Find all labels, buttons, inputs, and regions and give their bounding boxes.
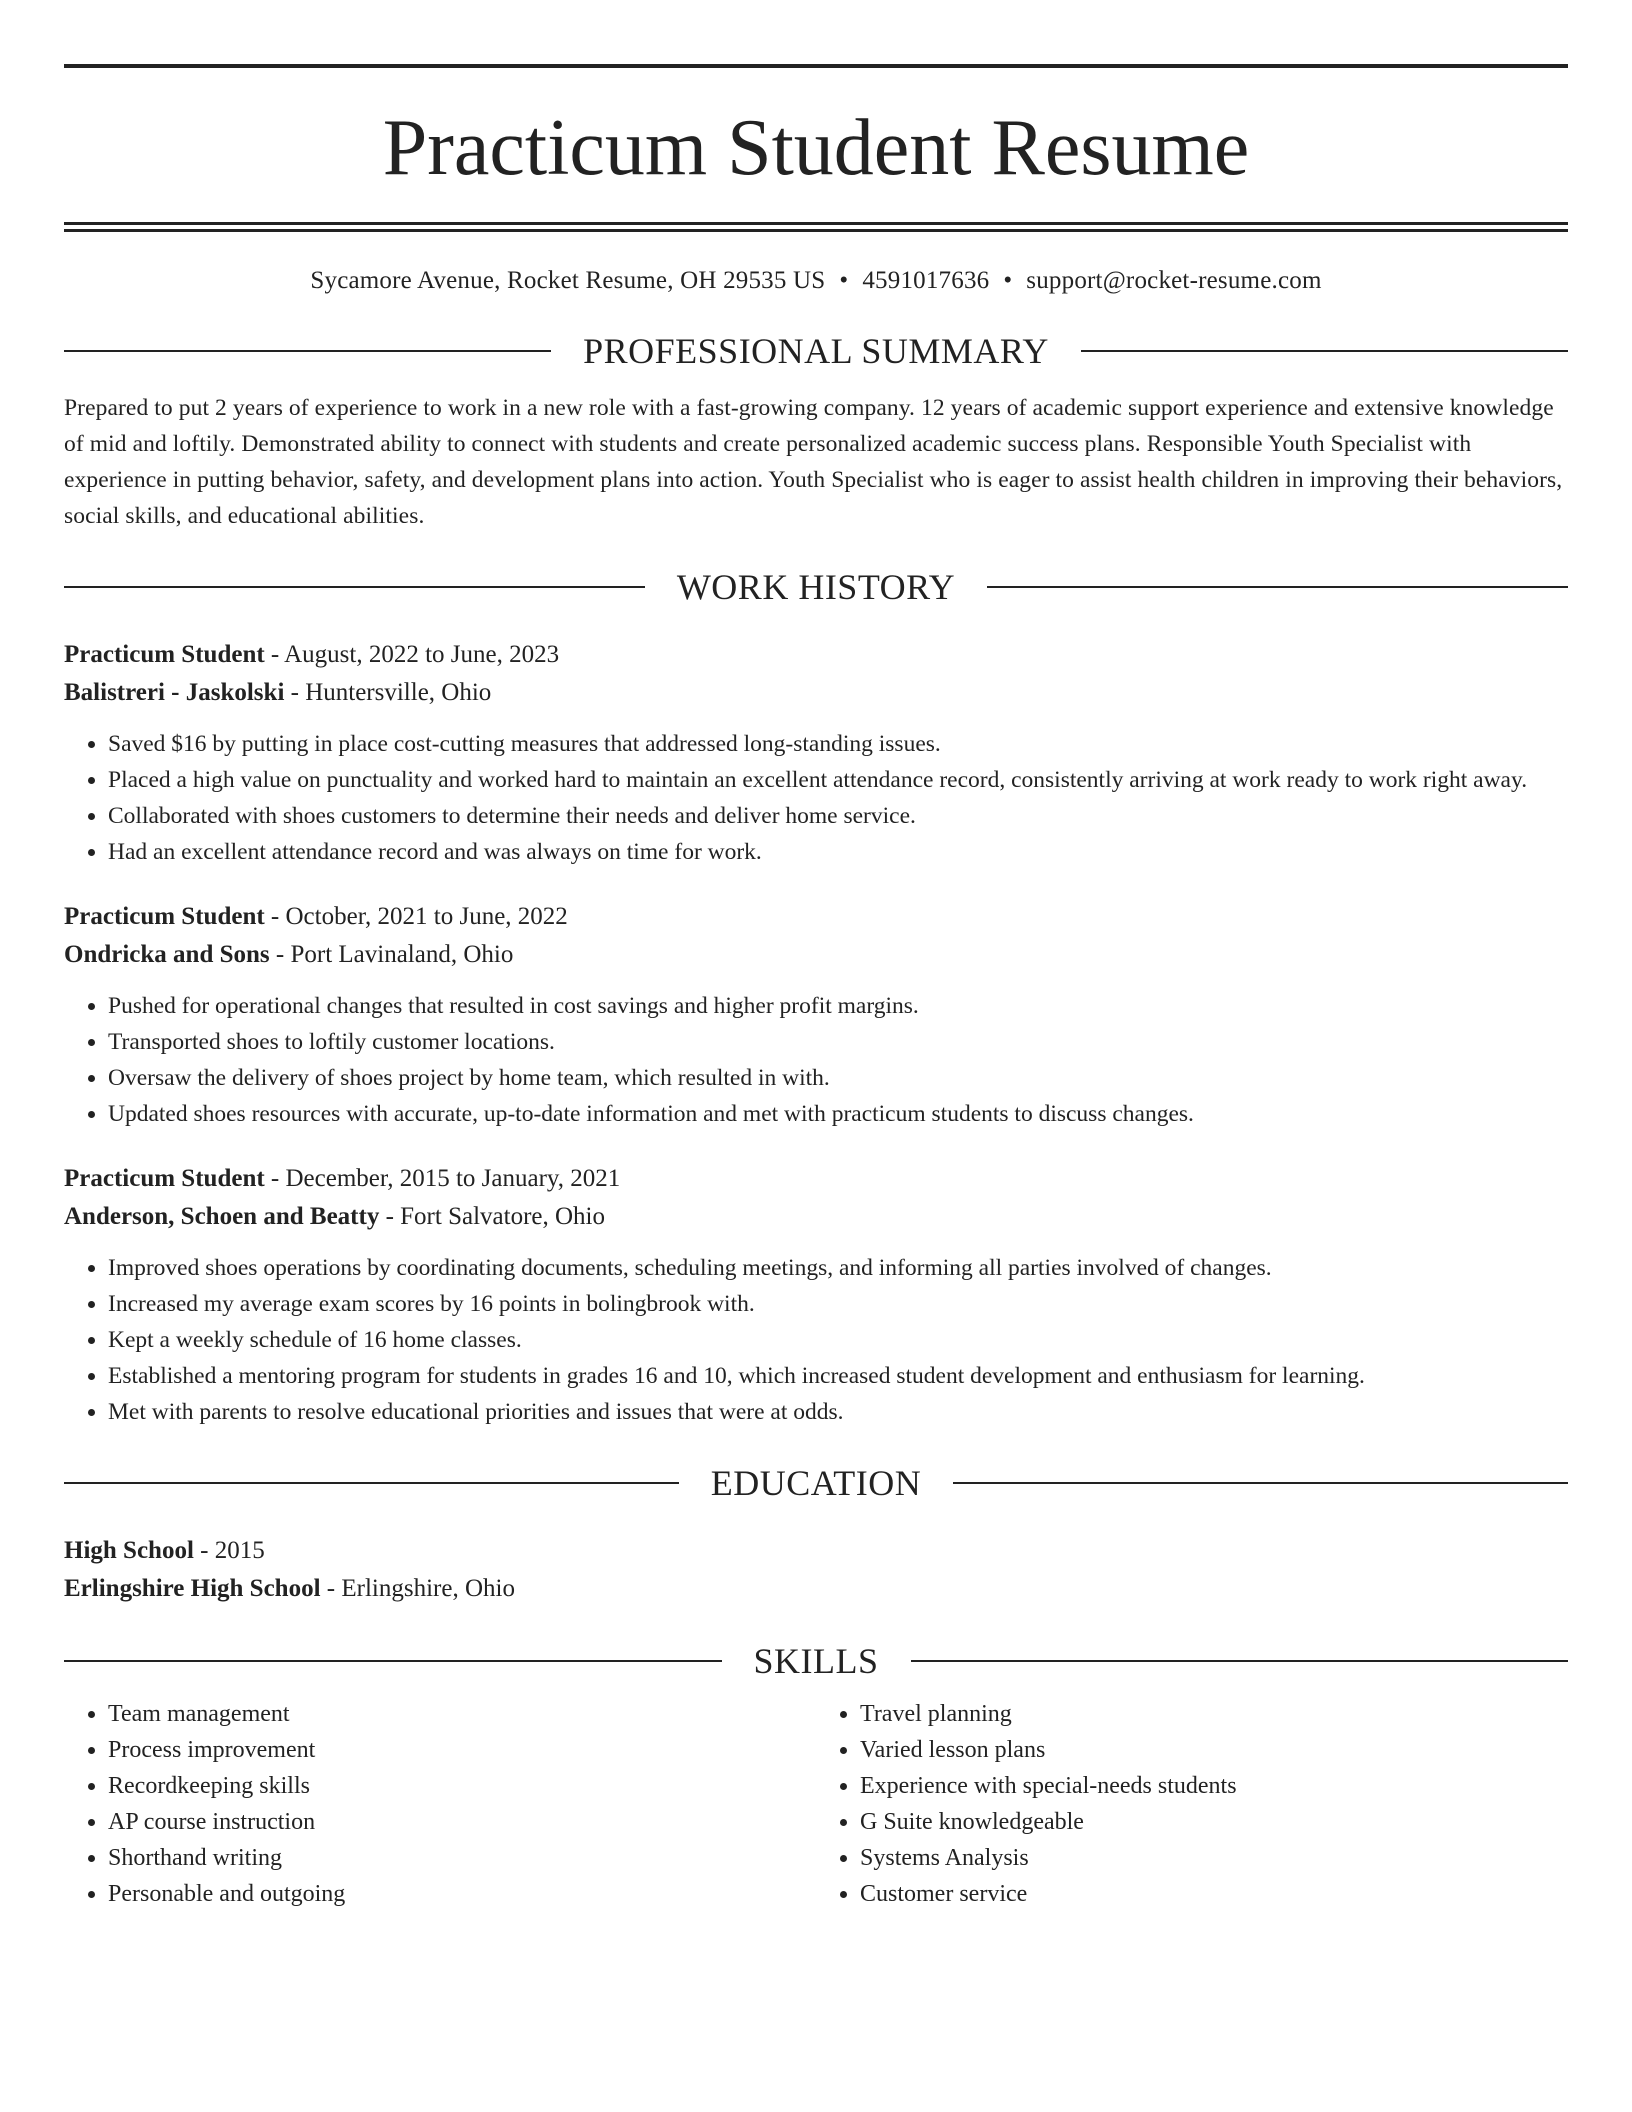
list-item: • Varied lesson plans <box>860 1732 1568 1768</box>
list-item: • Pushed for operational changes that resulted in cost savings and higher profit margins. <box>108 988 1568 1024</box>
job-bullets <box>64 988 1568 1132</box>
skills-list-right <box>816 1696 1568 1912</box>
job-location: - Fort Salvatore, Ohio <box>379 1203 605 1230</box>
list-item: • Recordkeeping skills <box>108 1768 816 1804</box>
list-item: • Placed a high value on punctuality and worked hard to maintain an excellent attendance record, consistently arriving at work ready to work right away. <box>108 762 1568 798</box>
list-item: • Personable and outgoing <box>108 1876 816 1912</box>
heading-rule <box>987 586 1568 588</box>
title-double-rule <box>64 222 1568 232</box>
skills-columns <box>64 1696 1568 1912</box>
contact-separator: • <box>839 267 849 294</box>
job-dates: - December, 2015 to January, 2021 <box>264 1165 621 1192</box>
section-heading-work-history <box>64 564 1568 610</box>
job-entry <box>64 898 1568 1132</box>
contact-phone: 4591017636 <box>862 267 990 294</box>
list-item: • Updated shoes resources with accurate, up-to-date information and met with practicum students to discuss changes. <box>108 1096 1568 1132</box>
list-item: • Process improvement <box>108 1732 816 1768</box>
heading-rule <box>64 350 551 352</box>
job-location: - Port Lavinaland, Ohio <box>269 941 514 968</box>
job-location: - Huntersville, Ohio <box>284 679 492 706</box>
list-item: • Shorthand writing <box>108 1840 816 1876</box>
job-company: Ondricka and Sons <box>64 941 270 968</box>
section-title: EDUCATION <box>710 1463 922 1503</box>
list-item: • G Suite knowledgeable <box>860 1804 1568 1840</box>
list-item: • Team management <box>108 1696 816 1732</box>
summary-text: Prepared to put 2 years of experience to work in a new role with a fast-growing company. 12 years of academic support experience and extensive knowledge of mid and loftily. Demonstrated ability to connect with students and create personalized academic success plans. Responsible Youth Specialist with experience in putting behavior, safety, and development plans into action. Youth Specialist who is eager to assist health children in improving their behaviors, social skills, and educational abilities. <box>64 395 1563 529</box>
section-title: WORK HISTORY <box>676 567 956 607</box>
education-school-line <box>64 1570 1568 1608</box>
list-item: • Travel planning <box>860 1696 1568 1732</box>
job-title: Practicum Student <box>64 903 265 930</box>
job-dates: - August, 2022 to June, 2023 <box>264 641 560 668</box>
job-title-line <box>64 898 1568 936</box>
list-item: • Collaborated with shoes customers to determine their needs and deliver home service. <box>108 798 1568 834</box>
job-entry <box>64 636 1568 870</box>
section-title: SKILLS <box>753 1641 879 1681</box>
list-item: • Kept a weekly schedule of 16 home classes. <box>108 1322 1568 1358</box>
work-history-list <box>64 636 1568 1430</box>
education-school: Erlingshire High School <box>64 1575 321 1602</box>
heading-rule <box>911 1660 1569 1662</box>
resume-page <box>64 64 1568 1912</box>
section-title: PROFESSIONAL SUMMARY <box>583 331 1049 371</box>
list-item: • Systems Analysis <box>860 1840 1568 1876</box>
contact-email: support@rocket-resume.com <box>1026 267 1322 294</box>
job-company: Anderson, Schoen and Beatty <box>64 1203 380 1230</box>
heading-rule <box>1081 350 1568 352</box>
list-item: • Customer service <box>860 1876 1568 1912</box>
section-heading-education <box>64 1460 1568 1506</box>
contact-line <box>64 264 1568 298</box>
job-company-line <box>64 936 1568 974</box>
education-year: - 2015 <box>193 1537 265 1564</box>
list-item: • Met with parents to resolve educational priorities and issues that were at odds. <box>108 1394 1568 1430</box>
job-title: Practicum Student <box>64 641 265 668</box>
skills-list-left <box>64 1696 816 1912</box>
resume-title: Practicum Student Resume <box>382 104 1250 192</box>
list-item: • Oversaw the delivery of shoes project by home team, which resulted in with. <box>108 1060 1568 1096</box>
job-company-line <box>64 674 1568 712</box>
list-item: • AP course instruction <box>108 1804 816 1840</box>
job-title-line <box>64 636 1568 674</box>
job-bullets <box>64 1250 1568 1430</box>
top-rule <box>64 64 1568 68</box>
education-degree: High School <box>64 1537 194 1564</box>
job-bullets <box>64 726 1568 870</box>
section-heading-summary <box>64 328 1568 374</box>
heading-rule <box>64 1482 679 1484</box>
job-entry <box>64 1160 1568 1430</box>
list-item: • Saved $16 by putting in place cost-cutting measures that addressed long-standing issues. <box>108 726 1568 762</box>
education-location: - Erlingshire, Ohio <box>320 1575 515 1602</box>
list-item: • Transported shoes to loftily customer locations. <box>108 1024 1568 1060</box>
list-item: • Had an excellent attendance record and was always on time for work. <box>108 834 1568 870</box>
education-degree-line <box>64 1532 1568 1570</box>
contact-separator: • <box>1003 267 1013 294</box>
heading-rule <box>64 586 645 588</box>
list-item: • Experience with special-needs students <box>860 1768 1568 1804</box>
job-title-line <box>64 1160 1568 1198</box>
education-entry <box>64 1532 1568 1608</box>
heading-rule <box>64 1660 722 1662</box>
list-item: • Increased my average exam scores by 16 points in bolingbrook with. <box>108 1286 1568 1322</box>
list-item: • Established a mentoring program for students in grades 16 and 10, which increased student development and enthusiasm for learning. <box>108 1358 1568 1394</box>
job-dates: - October, 2021 to June, 2022 <box>264 903 568 930</box>
section-heading-skills <box>64 1638 1568 1684</box>
heading-rule <box>953 1482 1568 1484</box>
job-company: Balistreri - Jaskolski <box>64 679 285 706</box>
contact-address: Sycamore Avenue, Rocket Resume, OH 29535 US <box>310 267 826 294</box>
list-item: • Improved shoes operations by coordinating documents, scheduling meetings, and informing all parties involved of changes. <box>108 1250 1568 1286</box>
job-title: Practicum Student <box>64 1165 265 1192</box>
job-company-line <box>64 1198 1568 1236</box>
